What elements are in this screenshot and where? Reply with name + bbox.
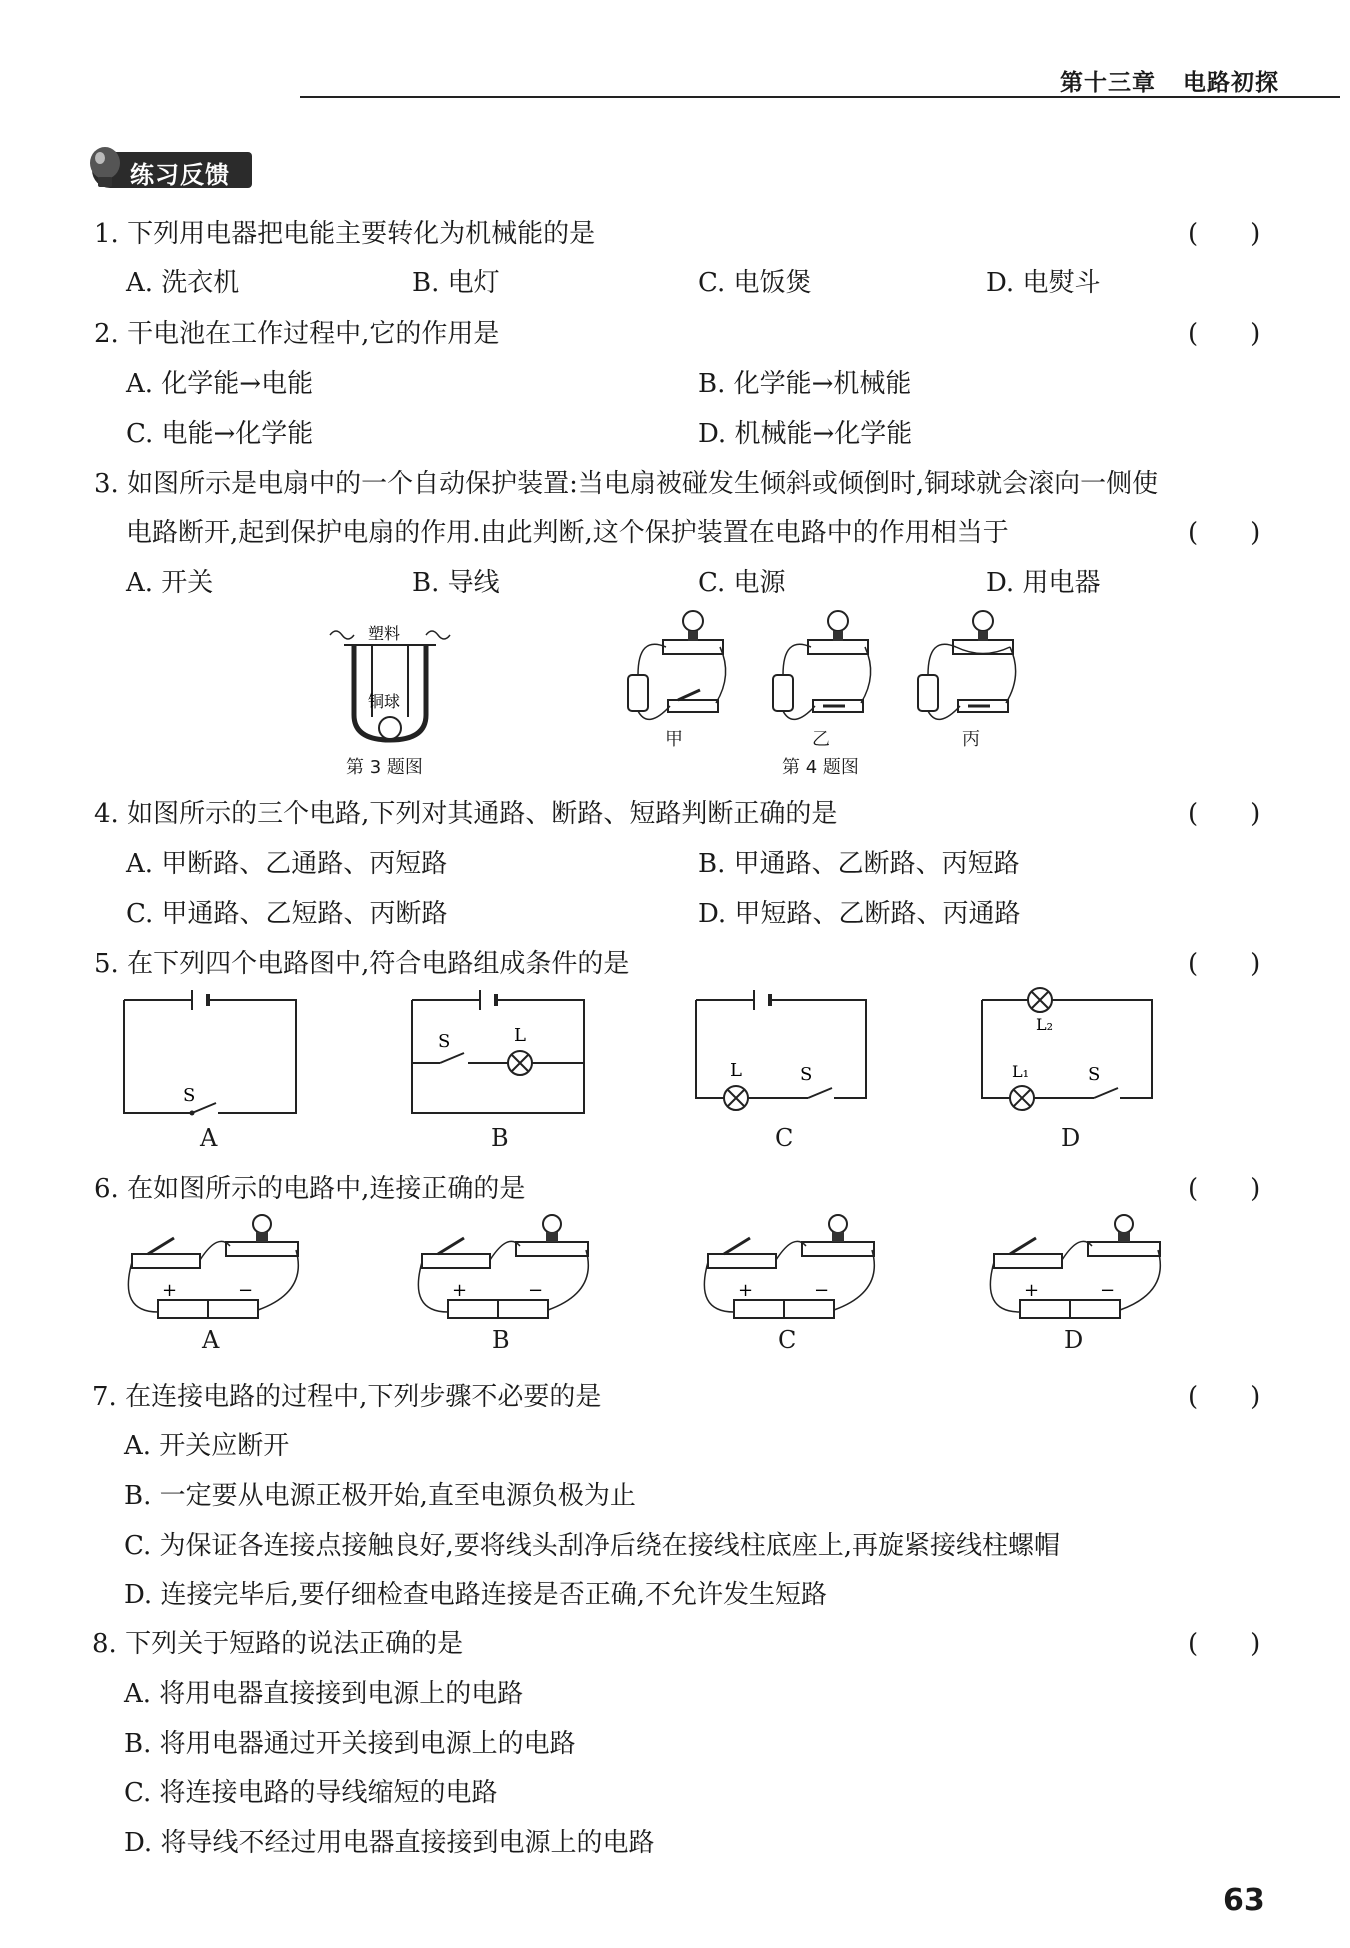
q7-option-b: B. 一定要从电源正极开始,直至电源负极为止 bbox=[124, 1481, 636, 1511]
answer-blank-3: ( ) bbox=[1188, 518, 1261, 548]
label-plastic: 塑料 bbox=[368, 625, 401, 643]
answer-blank-4: ( ) bbox=[1188, 799, 1261, 829]
answer-blank-7: ( ) bbox=[1188, 1382, 1261, 1412]
page-number: 63 bbox=[1223, 1883, 1265, 1918]
figure-5-circuit-diagrams bbox=[110, 985, 1180, 1120]
q8-option-c: C. 将连接电路的导线缩短的电路 bbox=[124, 1778, 498, 1808]
q6-label-b: B bbox=[492, 1326, 510, 1354]
question-3: 3. 如图所示是电扇中的一个自动保护装置:当电扇被碰发生倾斜或倾倒时,铜球就会滚向一侧使 bbox=[94, 469, 1159, 499]
q2-option-a: A. 化学能→电能 bbox=[126, 369, 314, 399]
q4-option-a: A. 甲断路、乙通路、丙短路 bbox=[126, 849, 448, 879]
lamp-label: L bbox=[514, 1025, 526, 1046]
circuit-yi bbox=[773, 611, 871, 719]
plus-sign: + bbox=[1024, 1280, 1040, 1301]
q4-option-d: D. 甲短路、乙断路、丙通路 bbox=[698, 899, 1021, 929]
diagram-c bbox=[696, 990, 866, 1110]
q3-option-b: B. 导线 bbox=[412, 568, 500, 598]
circuit-label-jia: 甲 bbox=[665, 729, 683, 750]
switch-label: S bbox=[183, 1085, 196, 1106]
minus-sign: − bbox=[1100, 1280, 1116, 1301]
diagram-a bbox=[124, 990, 296, 1116]
question-6: 6. 在如图所示的电路中,连接正确的是 bbox=[94, 1174, 526, 1204]
plus-sign: + bbox=[162, 1280, 178, 1301]
answer-blank-6: ( ) bbox=[1188, 1174, 1261, 1204]
chapter-title: 第十三章 bbox=[1060, 70, 1156, 96]
q6-label-d: D bbox=[1064, 1326, 1084, 1354]
q7-option-a: A. 开关应断开 bbox=[124, 1431, 290, 1461]
figure-4-caption: 第 4 题图 bbox=[782, 757, 859, 778]
answer-blank-8: ( ) bbox=[1188, 1629, 1261, 1659]
q7-option-c: C. 为保证各连接点接触良好,要将线头刮净后绕在接线柱底座上,再旋紧接线柱螺帽 bbox=[124, 1531, 1061, 1561]
header-rule bbox=[300, 96, 1340, 98]
section-title: 电路初探 bbox=[1183, 70, 1280, 96]
lightbulb-icon bbox=[88, 146, 122, 192]
q2-option-b: B. 化学能→机械能 bbox=[698, 369, 912, 399]
switch-label: S bbox=[800, 1064, 813, 1085]
lamp1-label: L₁ bbox=[1012, 1062, 1030, 1081]
wiring-b bbox=[418, 1215, 588, 1318]
answer-blank-2: ( ) bbox=[1188, 319, 1261, 349]
circuit-label-bing: 丙 bbox=[962, 729, 980, 750]
plus-sign: + bbox=[738, 1280, 754, 1301]
circuit-jia bbox=[628, 611, 726, 719]
wiring-a bbox=[128, 1215, 298, 1318]
lamp2-label: L₂ bbox=[1036, 1015, 1054, 1034]
question-8: 8. 下列关于短路的说法正确的是 bbox=[92, 1629, 464, 1659]
q2-option-c: C. 电能→化学能 bbox=[126, 419, 314, 449]
q8-option-d: D. 将导线不经过用电器直接接到电源上的电路 bbox=[124, 1828, 655, 1858]
question-1: 1. 下列用电器把电能主要转化为机械能的是 bbox=[94, 219, 596, 249]
label-copper-ball: 铜球 bbox=[368, 692, 401, 711]
plus-sign: + bbox=[452, 1280, 468, 1301]
chapter-header bbox=[1060, 64, 1279, 97]
question-4: 4. 如图所示的三个电路,下列对其通路、断路、短路判断正确的是 bbox=[94, 799, 838, 829]
question-7: 7. 在连接电路的过程中,下列步骤不必要的是 bbox=[92, 1382, 602, 1412]
q8-option-b: B. 将用电器通过开关接到电源上的电路 bbox=[124, 1729, 576, 1759]
badge-label: 练习反馈 bbox=[130, 161, 230, 189]
switch-label: S bbox=[1088, 1064, 1101, 1085]
switch-label: S bbox=[438, 1031, 451, 1052]
q3-option-c: C. 电源 bbox=[698, 568, 786, 598]
question-2: 2. 干电池在工作过程中,它的作用是 bbox=[94, 319, 500, 349]
circuit-bing bbox=[918, 611, 1016, 719]
wiring-d bbox=[990, 1215, 1160, 1318]
q5-label-a: A bbox=[200, 1124, 218, 1152]
minus-sign: − bbox=[238, 1280, 254, 1301]
answer-blank-1: ( ) bbox=[1188, 219, 1261, 249]
figure-6-wiring-diagrams bbox=[118, 1212, 1178, 1327]
q8-option-a: A. 将用电器直接接到电源上的电路 bbox=[124, 1679, 524, 1709]
q6-label-a: A bbox=[202, 1326, 220, 1354]
circuit-label-yi: 乙 bbox=[812, 729, 830, 750]
q6-label-c: C bbox=[778, 1326, 797, 1354]
q2-option-d: D. 机械能→化学能 bbox=[698, 419, 913, 449]
diagram-b bbox=[412, 990, 584, 1113]
q5-label-d: D bbox=[1061, 1124, 1081, 1152]
q1-option-b: B. 电灯 bbox=[412, 268, 500, 298]
figure-3-caption: 第 3 题图 bbox=[346, 757, 423, 778]
wiring-c bbox=[704, 1215, 874, 1318]
diagram-d bbox=[982, 988, 1152, 1110]
answer-blank-5: ( ) bbox=[1188, 949, 1261, 979]
q3-option-a: A. 开关 bbox=[126, 568, 214, 598]
q3-option-d: D. 用电器 bbox=[986, 568, 1101, 598]
q1-option-c: C. 电饭煲 bbox=[698, 268, 812, 298]
question-3-line-2: 电路断开,起到保护电扇的作用.由此判断,这个保护装置在电路中的作用相当于 bbox=[126, 518, 1009, 548]
minus-sign: − bbox=[528, 1280, 544, 1301]
q7-option-d: D. 连接完毕后,要仔细检查电路连接是否正确,不允许发生短路 bbox=[124, 1580, 827, 1610]
q4-option-c: C. 甲通路、乙短路、丙断路 bbox=[126, 899, 448, 929]
question-5: 5. 在下列四个电路图中,符合电路组成条件的是 bbox=[94, 949, 630, 979]
q4-option-b: B. 甲通路、乙断路、丙短路 bbox=[698, 849, 1020, 879]
figure-3-protection-device bbox=[320, 625, 460, 750]
q5-label-b: B bbox=[491, 1124, 509, 1152]
q1-option-a: A. 洗衣机 bbox=[126, 268, 240, 298]
q5-label-c: C bbox=[775, 1124, 794, 1152]
lamp-label: L bbox=[730, 1060, 742, 1081]
q1-option-d: D. 电熨斗 bbox=[986, 268, 1101, 298]
minus-sign: − bbox=[814, 1280, 830, 1301]
